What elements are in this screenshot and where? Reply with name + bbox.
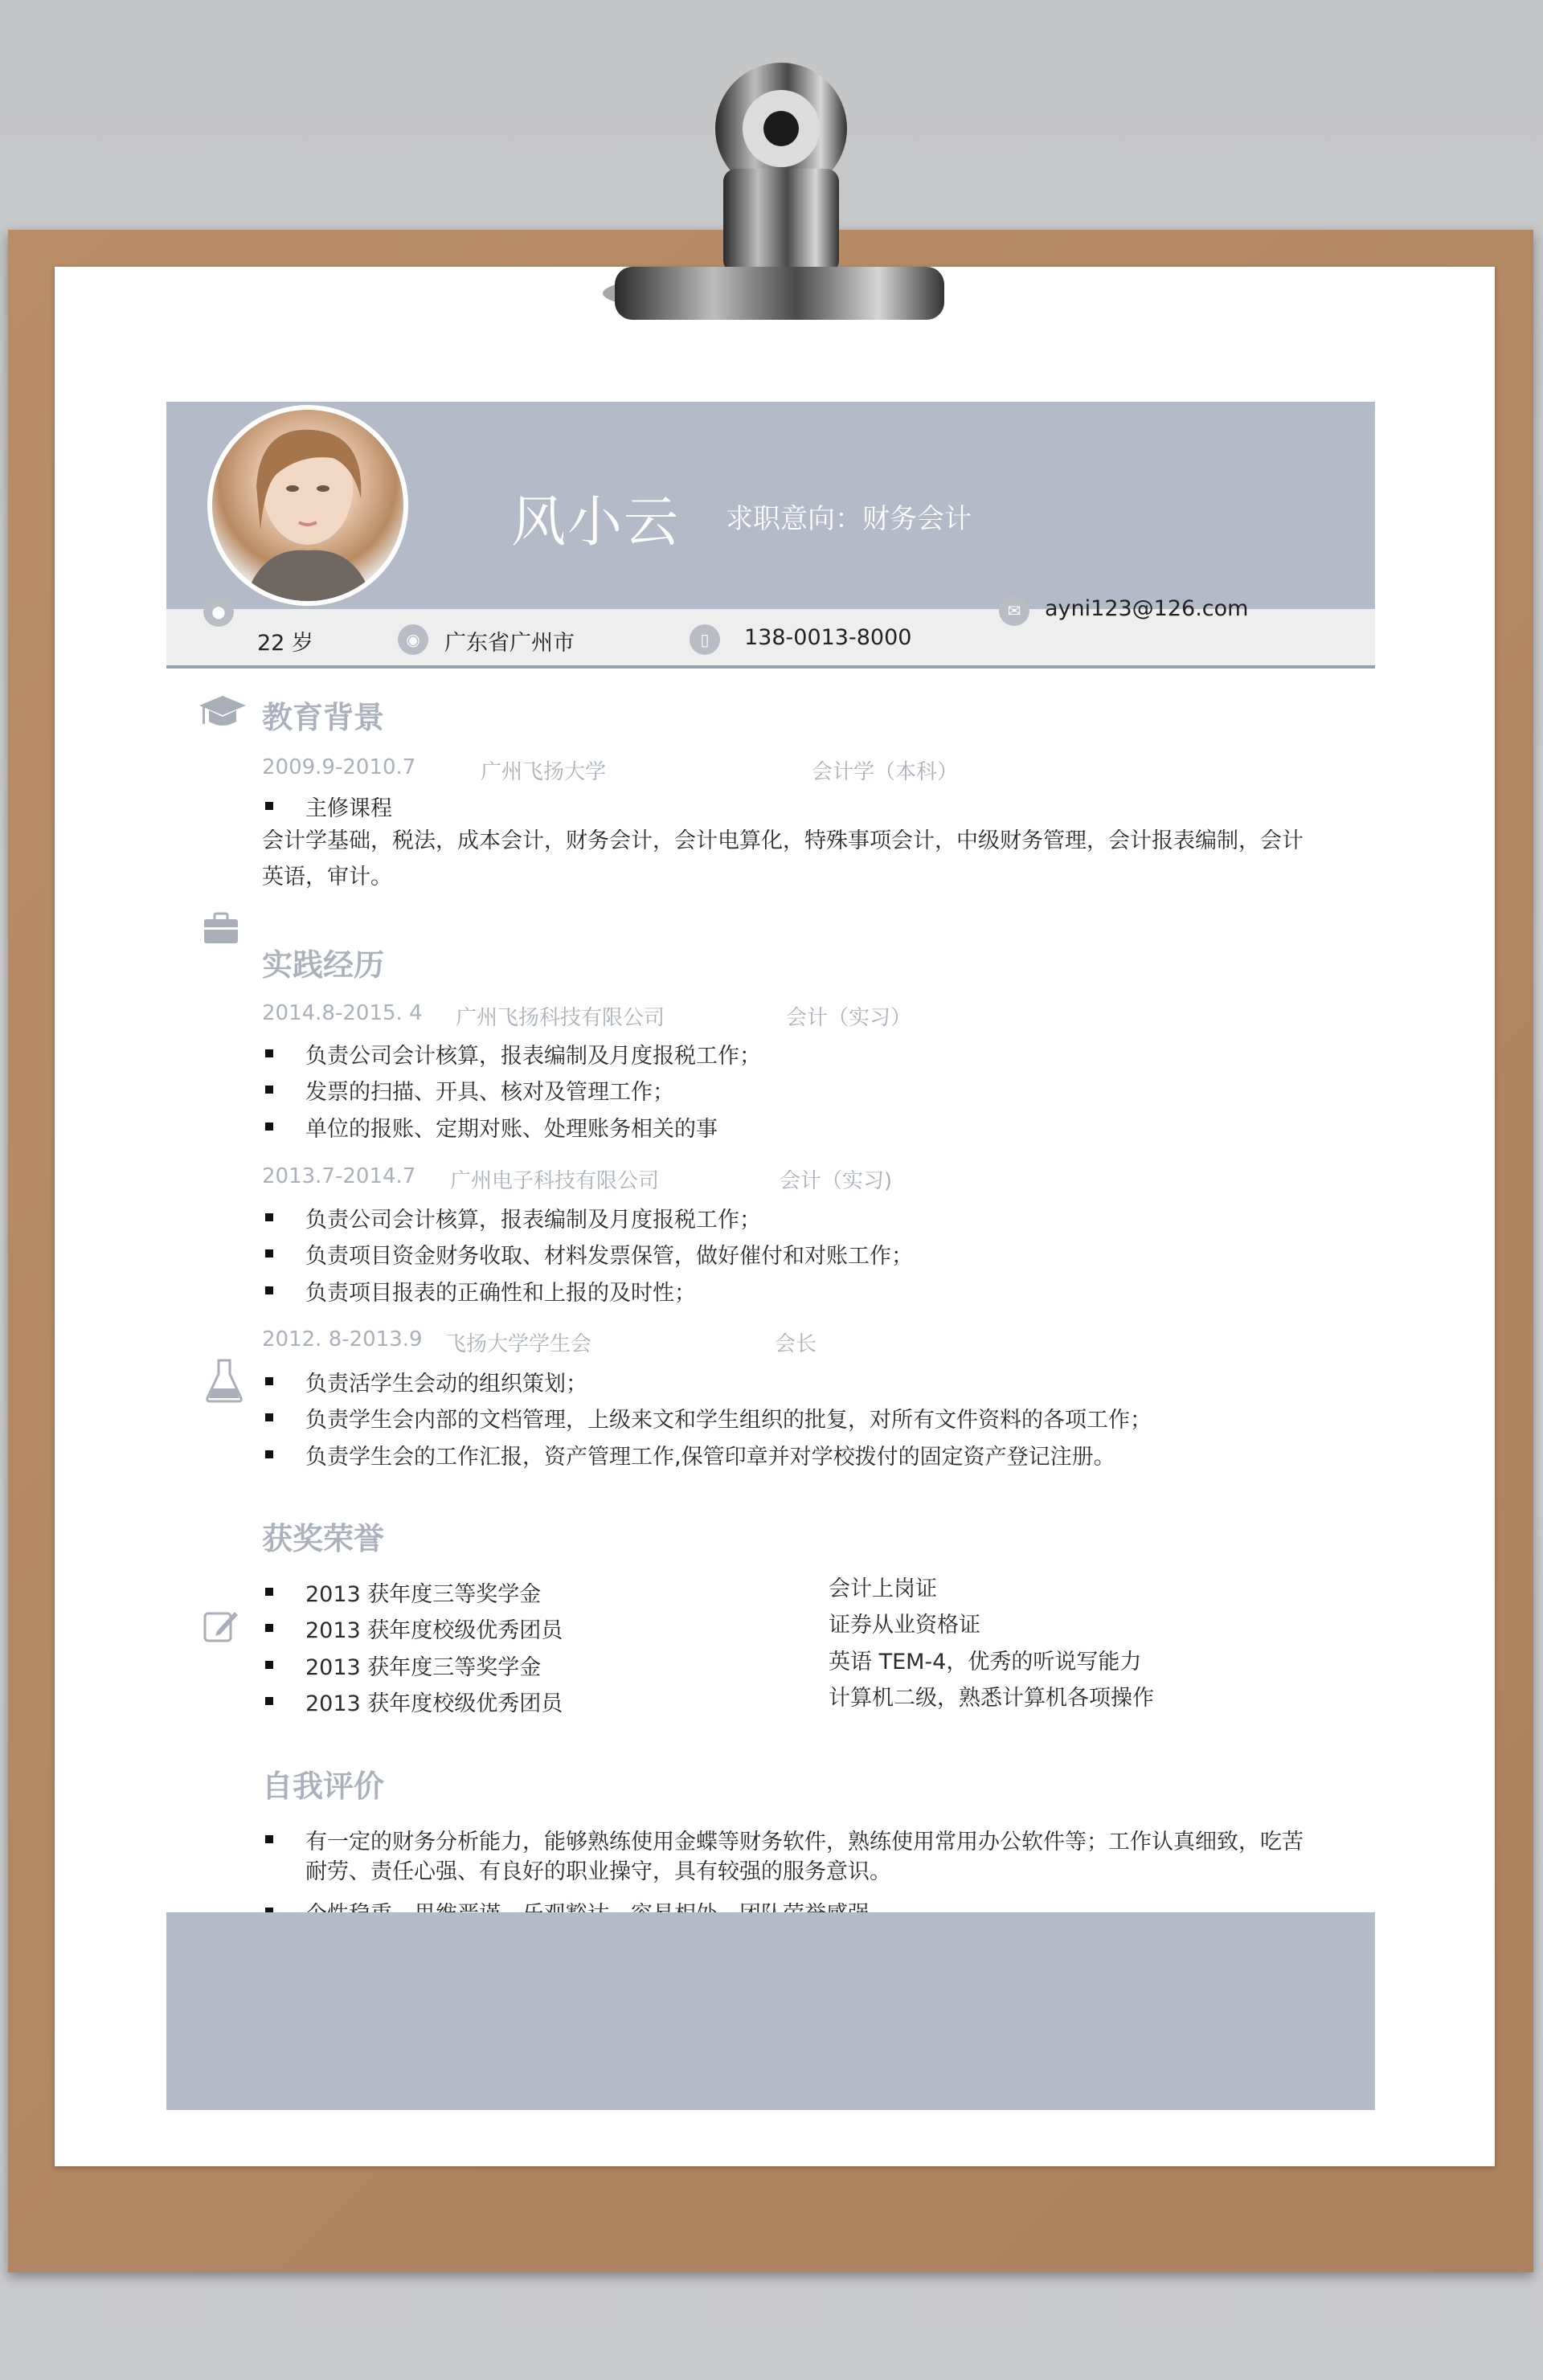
certificate-item: 会计上岗证	[829, 1576, 937, 1601]
list-item: 2013 获年度校级优秀团员	[305, 1613, 563, 1644]
list-item: 2013 获年度三等奖学金	[305, 1576, 541, 1608]
graduation-cap-icon	[198, 693, 248, 734]
practice-title: 实践经历	[262, 947, 385, 983]
list-item: 负责活学生会动的组织策划；	[305, 1366, 587, 1397]
job-org: 飞扬大学学生会	[445, 1332, 592, 1356]
list-item: 负责学生会的工作汇报，资产管理工作,保管印章并对学校拨付的固定资产登记注册。	[305, 1439, 1115, 1470]
job-org: 广州飞扬科技有限公司	[456, 1006, 665, 1030]
edu-degree: 会计学（本科）	[812, 760, 959, 784]
list-item: 负责学生会内部的文档管理，上级来文和学生组织的批复，对所有文件资料的各项工作；	[305, 1402, 1152, 1433]
courses-line: 英语，审计。	[262, 865, 392, 889]
self-evaluation-line: 耐劳、责任心强、有良好的职业操守，具有较强的服务意识。	[305, 1859, 891, 1884]
list-item: 2013 获年度校级优秀团员	[305, 1686, 563, 1717]
flask-icon	[206, 1358, 243, 1406]
list-item: 主修课程	[305, 791, 392, 822]
education-title: 教育背景	[262, 700, 385, 735]
list-item: 负责公司会计核算，报表编制及月度报税工作；	[305, 1202, 761, 1233]
profile-photo	[207, 405, 408, 606]
job-period: 2012. 8-2013.9	[262, 1327, 423, 1352]
footer-band	[166, 1912, 1375, 2110]
self-evaluation-title: 自我评价	[262, 1769, 385, 1804]
list-item: 发票的扫描、开具、核对及管理工作；	[305, 1074, 674, 1106]
briefcase-icon	[203, 911, 239, 948]
location-text: 广东省广州市	[444, 631, 575, 656]
list-item: 负责公司会计核算，报表编制及月度报税工作；	[305, 1038, 761, 1069]
list-item: 单位的报账、定期对账、处理账务相关的事	[305, 1111, 718, 1143]
list-item: 2013 获年度三等奖学金	[305, 1650, 541, 1681]
job-org: 广州电子科技有限公司	[450, 1169, 660, 1193]
edit-icon	[203, 1607, 239, 1647]
job-role: 会计（实习)	[780, 1169, 893, 1193]
awards-title: 获奖荣誉	[262, 1521, 385, 1556]
list-item: 负责项目资金财务收取、材料发票保管，做好催付和对账工作；	[305, 1238, 913, 1270]
list-item: 有一定的财务分析能力，能够熟练使用金蝶等财务软件，熟练使用常用办公软件等；工作认真细致，吃苦	[305, 1824, 1304, 1855]
candidate-name: 风小云	[511, 491, 681, 554]
phone-icon: ▯	[690, 624, 720, 655]
job-period: 2014.8-2015. 4	[262, 1001, 423, 1025]
job-role: 会长	[775, 1332, 817, 1356]
age-text: 22 岁	[257, 631, 313, 656]
courses-line: 会计学基础，税法，成本会计，财务会计，会计电算化，特殊事项会计，中级财务管理，会计报表编制，会计	[262, 828, 1304, 853]
email-text: ayni123@126.com	[1045, 596, 1249, 621]
certificate-item: 英语 TEM-4，优秀的听说写能力	[829, 1650, 1142, 1675]
person-icon: ●	[203, 596, 234, 627]
certificate-item: 计算机二级，熟悉计算机各项操作	[829, 1686, 1154, 1711]
list-item: 负责项目报表的正确性和上报的及时性；	[305, 1275, 696, 1307]
job-role: 会计（实习）	[786, 1006, 912, 1030]
job-period: 2013.7-2014.7	[262, 1164, 416, 1188]
phone-text: 138-0013-8000	[744, 625, 912, 650]
mail-icon: ✉	[999, 595, 1029, 626]
edu-period: 2009.9-2010.7	[262, 755, 416, 779]
edu-school: 广州飞扬大学	[481, 760, 607, 784]
job-objective: 求职意向：财务会计	[726, 503, 972, 535]
metal-clip	[579, 48, 948, 354]
certificate-item: 证券从业资格证	[829, 1613, 980, 1638]
location-pin-icon: ◉	[398, 624, 428, 655]
